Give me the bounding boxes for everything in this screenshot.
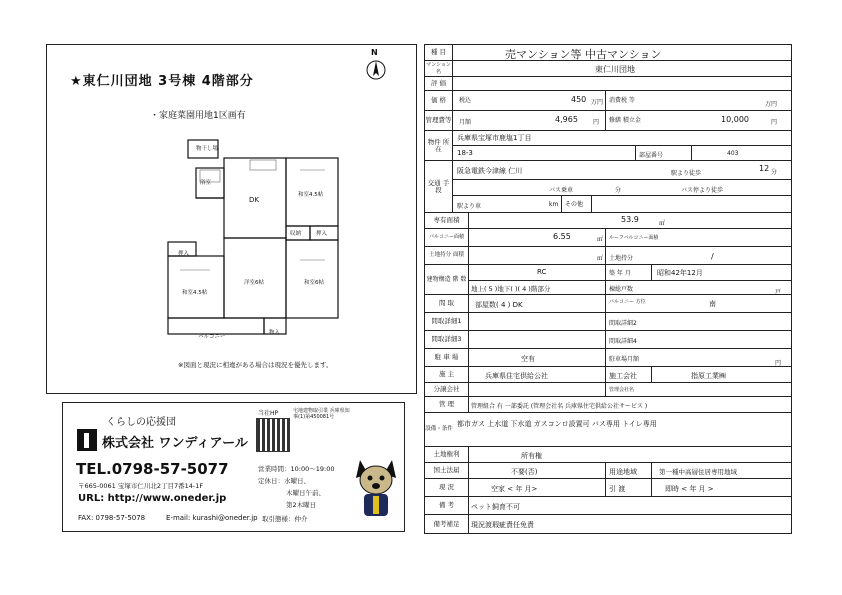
car-unit: km [549, 201, 559, 208]
row-room-details-2 [425, 331, 791, 349]
room-laundry-label: 物干し場 [196, 146, 219, 152]
land-share-label: 土地持分 [609, 255, 634, 262]
roof-balcony-label: ルーフバルコニー面積 [609, 235, 659, 241]
price-tax-included: 税込 [459, 97, 472, 104]
row-parking [425, 349, 791, 367]
north-arrow: N [364, 48, 388, 80]
tax-label: 消費税 等 [609, 97, 635, 104]
price-unit: 万円 [591, 99, 604, 106]
row-price [425, 91, 791, 111]
room-storage-label: 収納 [290, 231, 302, 237]
room-number-label: 部屋番号 [639, 152, 664, 159]
area-unit: ㎡ [659, 220, 666, 227]
company-url[interactable]: URL: http://www.oneder.jp [78, 493, 227, 504]
repair-label: 修繕 積立金 [609, 117, 641, 124]
room-balcony-label: バルコニー [198, 334, 226, 340]
north-arrow-icon [364, 58, 388, 84]
hp-label: 当社HP [258, 410, 279, 417]
name-label: マンション名 [425, 61, 453, 76]
bus-unit: 分 [615, 187, 622, 194]
equipment-value: 都市ガス 上水道 下水道 ガスコンロ設置可 バス専用 トイレ専用 [457, 420, 657, 428]
plan-disclaimer: ※図面と現況に相違がある場合は現況を優先します。 [178, 361, 333, 369]
land-rights-value: 所有権 [521, 452, 542, 460]
detail3-label: 間取詳細3 [425, 331, 469, 348]
location-label: 物件 所在 [425, 131, 453, 160]
price-label: 価 格 [425, 91, 453, 110]
busstop-walk-label: バス停より徒歩 [681, 187, 724, 194]
handover-label: 引 渡 [609, 485, 626, 493]
sale-company-label: 分譲会社 [425, 383, 469, 396]
constructor-label: 施工会社 [609, 372, 637, 380]
area-label: 専有面積 [425, 213, 469, 228]
constructor-value: 指原工業㈱ [691, 372, 726, 380]
remarks-label: 備 考 [425, 497, 469, 514]
mgmt-value: 4,965 [555, 115, 578, 124]
row-area [425, 213, 791, 229]
land-law-value: 不要(否) [511, 468, 538, 476]
mgmt-label: 管理費等 [425, 111, 453, 130]
car-label: 駅より車 [457, 203, 482, 210]
manager-company-label: 管理会社名 [609, 387, 635, 393]
room-washitsu3-label: 和室4.5帖 [182, 290, 208, 296]
walk-unit: 分 [771, 169, 778, 176]
zoning-label: 用途地域 [609, 468, 637, 476]
builder-value: 兵庫県住宅供給公社 [485, 372, 548, 380]
row-structure [425, 265, 791, 295]
room-youshitsu-label: 洋室6帖 [244, 280, 264, 286]
transit-label: 交通 手段 [425, 161, 453, 212]
parking-fee-label: 駐車場月額 [609, 356, 640, 363]
floors-value: 地上( 5 )地下( )( 4 )階部分 [471, 285, 551, 293]
row-location [425, 131, 791, 161]
type-label: 種 目 [425, 45, 453, 60]
holiday-line-2: 木曜日午前、 [286, 489, 325, 497]
room-washitsu2-label: 和室6帖 [304, 280, 324, 286]
mgmt-monthly: 月額 [459, 119, 472, 126]
location-value-2: 18-3 [457, 149, 473, 157]
room-dk-label: DK [249, 196, 259, 204]
balcony-area-unit: ㎡ [597, 236, 604, 243]
land-share-value: / [711, 252, 714, 261]
parking-value: 空有 [521, 355, 535, 363]
row-name [425, 61, 791, 77]
detail4-label: 間取詳細4 [609, 338, 637, 345]
walk-value: 12 [759, 164, 770, 173]
handover-value: 即時 < 年 月 > [665, 485, 714, 493]
room-number: 403 [727, 150, 739, 157]
total-units-unit: 戸 [775, 289, 782, 296]
floor-plan-drawing [160, 130, 360, 345]
layout-label: 間 取 [425, 295, 469, 312]
license-text: 宅地建物取引業 兵庫県知事(1)第450081号 [293, 408, 350, 420]
room-oshiire2-label: 押入 [178, 251, 190, 257]
total-units-label: 棟総戸数 [609, 286, 634, 293]
built-label: 築 年 月 [609, 270, 631, 277]
status-value: 空家 < 年 月> [491, 485, 538, 493]
zoning-value: 第一種中高層住居専用地域 [659, 468, 737, 476]
builder-label: 施 主 [425, 367, 469, 382]
remarks-value: ペット飼育不可 [471, 503, 520, 511]
room-oshiire1-label: 押入 [316, 231, 328, 237]
facing-label: バルコニー 方位 [609, 299, 646, 305]
row-equipment [425, 413, 791, 447]
company-name: 株式会社 ワンディアール [102, 436, 248, 451]
layout-value: 部屋数( 4 ) DK [475, 301, 523, 309]
company-email[interactable]: E-mail: kurashi@oneder.jp [166, 514, 258, 522]
parking-fee-unit: 円 [775, 360, 782, 367]
row-layout [425, 295, 791, 313]
row-sale-company [425, 383, 791, 397]
detail1-label: 間取詳細1 [425, 313, 469, 330]
row-builder [425, 367, 791, 383]
room-monoire-label: 物入 [269, 330, 281, 336]
property-info-table [424, 44, 792, 534]
land-area-label: 土地持分 面積 [425, 247, 469, 264]
row-land-share [425, 247, 791, 265]
equipment-label: 設備・条件 [425, 426, 453, 432]
management-label: 管 理 [425, 397, 469, 412]
row-room-details-1 [425, 313, 791, 331]
row-transit [425, 161, 791, 213]
bus-label: バス乗車 [549, 187, 574, 194]
mgmt-unit: 円 [593, 119, 600, 126]
land-law-label: 国土法届 [425, 463, 469, 478]
location-value: 兵庫県宝塚市鹿塩1丁目 [457, 134, 532, 142]
row-land-rights [425, 447, 791, 463]
name-value: 東仁川団地 [595, 65, 635, 74]
company-fax: FAX: 0798-57-5078 [78, 514, 146, 522]
built-value: 昭和42年12月 [657, 269, 703, 277]
room-bath-label: 浴室 [200, 180, 212, 186]
type-value: 売マンション等 中古マンション [505, 48, 662, 61]
holiday-line-1: 定休日：水曜日、 [258, 477, 310, 485]
facing-value: 南 [709, 300, 716, 308]
company-tagline: くらしの応援団 [106, 417, 176, 428]
structure-value: RC [537, 268, 547, 276]
row-type [425, 45, 791, 61]
transit-line: 阪急電鉄今津線 仁川 [457, 167, 523, 175]
detail2-label: 間取詳細2 [609, 320, 637, 327]
repair-value: 10,000 [721, 115, 749, 124]
walk-label: 駅より徒歩 [671, 170, 702, 177]
rating-label: 評 価 [425, 77, 453, 90]
mascot-dog-illustration [348, 452, 404, 522]
land-rights-label: 土地権利 [425, 447, 469, 462]
balcony-area-value: 6.55 [553, 232, 571, 241]
building-title: ★東仁川団地 3号棟 4階部分 [70, 74, 254, 89]
other-label: その他 [565, 201, 584, 208]
structure-label: 建物構造 階 数 [425, 265, 469, 294]
row-rating [425, 77, 791, 91]
row-management [425, 397, 791, 413]
room-washitsu1-label: 和室4.5帖 [298, 192, 324, 198]
row-remarks-supplement [425, 515, 791, 533]
row-management-fee [425, 111, 791, 131]
parking-label: 駐 車 場 [425, 349, 469, 366]
balcony-area-label: バルコニー面積 [425, 229, 469, 246]
area-value: 53.9 [621, 215, 639, 224]
company-tel: TEL.0798-57-5077 [76, 460, 229, 478]
price-value: 450 [571, 95, 587, 104]
land-area-unit: ㎡ [597, 255, 604, 262]
row-land-law [425, 463, 791, 479]
holiday-line-3: 第2木曜日 [286, 501, 317, 509]
row-status [425, 479, 791, 497]
remarks2-label: 備考補足 [425, 515, 469, 533]
qr-code[interactable] [256, 418, 290, 452]
transaction-type: 取引態様：仲介 [262, 515, 308, 523]
business-hours: 営業時間：10:00～19:00 [258, 465, 335, 473]
status-label: 現 況 [425, 479, 469, 496]
row-balcony-area [425, 229, 791, 247]
remarks2-value: 現況渡瑕疵責任免責 [471, 521, 534, 529]
tax-unit: 万円 [765, 101, 778, 108]
management-value: 管理組合 有 一部委託 (管理会社名 兵庫県住宅供給公社サービス ) [471, 403, 648, 410]
company-logo [76, 428, 246, 454]
logo-mark-icon [76, 428, 98, 452]
company-address: 〒665-0061 宝塚市仁川北2丁目7番14-1F [78, 482, 204, 490]
row-remarks [425, 497, 791, 515]
garden-note: ・家庭菜園用地1区画有 [150, 111, 246, 121]
repair-unit: 円 [771, 119, 778, 126]
